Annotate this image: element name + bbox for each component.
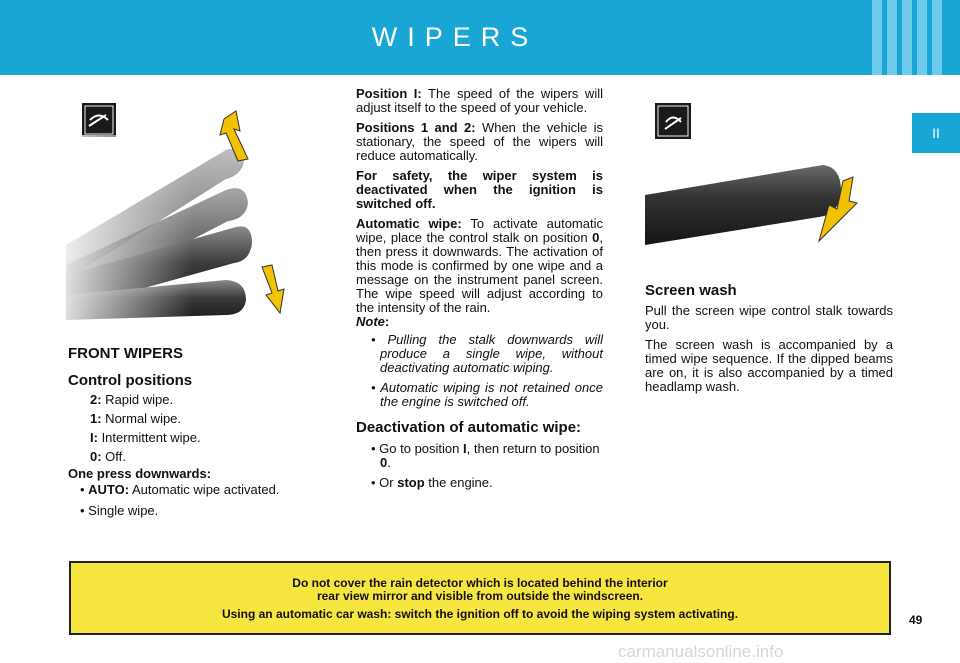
screen-wash-paragraph: The screen wash is accompanied by a timed wipe sequence. If the dipped beams are on, it is also accompanied by a timed headlamp wash. [645, 337, 893, 394]
paragraph-automatic-wipe: Automatic wipe: To activate automatic wipe, place the control stalk on position 0, then press it downwards. The activation of this mode is confirmed by one wipe and a message on the instrument panel screen. The wipe speed will adjust according to the intensity of the rain. [356, 216, 603, 315]
middle-column [356, 87, 603, 496]
deactivation-item: • Or stop the engine. [371, 475, 493, 490]
chapter-tab[interactable]: II [912, 113, 960, 153]
deactivation-heading: Deactivation of automatic wipe: [356, 419, 582, 436]
warning-line: Using an automatic car wash: switch the ignition off to avoid the wiping system activating. [221, 607, 739, 621]
note-item: • Pulling the stalk downwards will produce a single wipe, without deactivating automatic wiping. [371, 332, 603, 375]
press-list [80, 483, 300, 525]
warning-box [69, 561, 891, 635]
page-number: 49 [909, 613, 923, 627]
paragraph-position-i: Position I: The speed of the wipers will adjust itself to the speed of your vehicle. [356, 86, 603, 115]
list-item: 2: Rapid wipe. [90, 392, 174, 407]
list-item: 1: Normal wipe. [90, 411, 182, 426]
press-heading: One press downwards: [68, 466, 212, 481]
front-wipers-heading: FRONT WIPERS [68, 345, 183, 362]
paragraph-safety: For safety, the wiper system is deactivated when the ignition is switched off. [356, 168, 603, 211]
note-label: Note: [356, 314, 390, 329]
position-list [90, 390, 201, 466]
list-item: • AUTO: Automatic wipe activated. [80, 482, 280, 497]
screen-wash-icon [655, 103, 691, 139]
control-positions-heading: Control positions [68, 372, 193, 389]
list-item: 0: Off. [90, 449, 126, 464]
watermark: carmanualsonline.info [618, 642, 784, 661]
warning-line: Do not cover the rain detector which is located behind the interior rear view mirror and visible from outside the windscreen. [292, 576, 668, 603]
note-item: • Automatic wiping is not retained once the engine is switched off. [371, 380, 603, 409]
screen-wash-heading: Screen wash [645, 282, 737, 299]
header-stripes [872, 0, 942, 75]
screen-wash-paragraph: Pull the screen wipe control stalk towards you. [645, 303, 893, 332]
page-title: WIPERS [371, 22, 539, 52]
screen-wash-stalk-illustration [643, 95, 868, 255]
list-item: • Single wipe. [80, 503, 159, 518]
paragraph-positions-1-2: Positions 1 and 2: When the vehicle is stationary, the speed of the wipers will reduce automatically. [356, 120, 603, 163]
deactivation-item: • Go to position I, then return to position 0. [371, 441, 600, 470]
header-bar [0, 0, 960, 75]
list-item: I: Intermittent wipe. [90, 430, 201, 445]
wiper-stalk-illustration [66, 95, 296, 330]
right-column [645, 284, 893, 400]
